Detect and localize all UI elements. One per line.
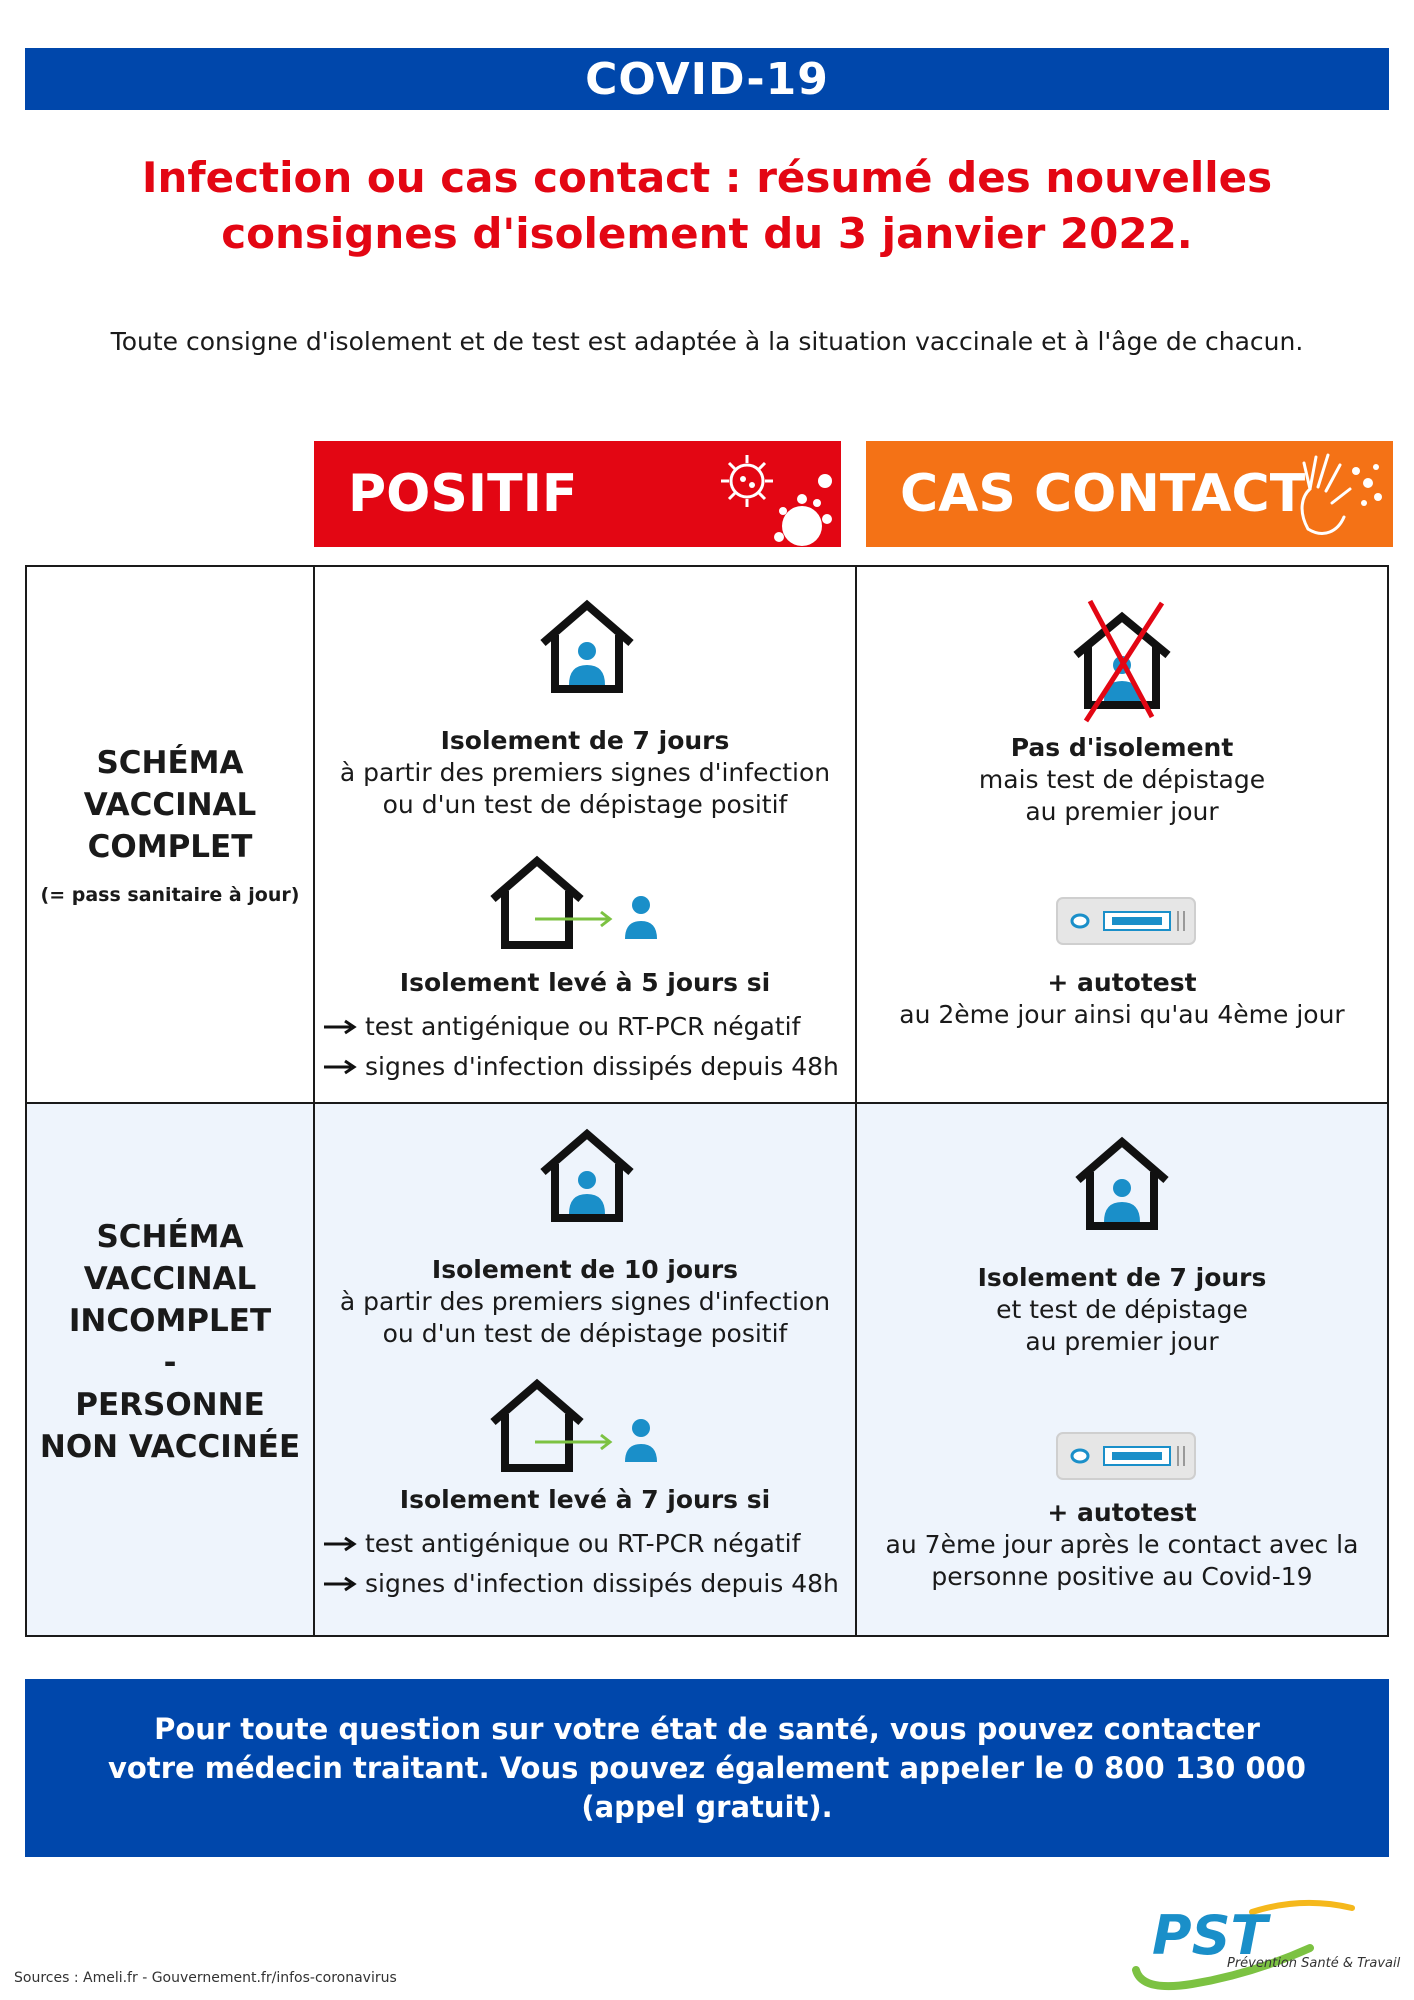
pst-logo-mark	[1132, 1892, 1372, 1992]
label-separator: -	[163, 1345, 177, 1381]
logo-wordmark: PST	[1152, 1904, 1268, 1967]
house-person-icon	[537, 1126, 637, 1226]
label-line: VACCINAL	[83, 1261, 257, 1297]
contact-info-line: Pour toute question sur votre état de santé, vous pouvez contacter	[154, 1711, 1260, 1746]
contact-line: mais test de dépistage	[978, 765, 1266, 794]
label-line: INCOMPLET	[68, 1303, 272, 1339]
positif-label: POSITIF	[348, 464, 578, 524]
autotest-line: au 2ème jour ainsi qu'au 4ème jour	[899, 1000, 1345, 1029]
label-line: PERSONNE	[75, 1387, 265, 1423]
bullet-item	[315, 1524, 855, 1564]
bullet-text: signes d'infection dissipés depuis 48h	[365, 1569, 839, 1598]
cell-incomplet-positif	[315, 1104, 857, 1635]
headline-line-2: consignes d'isolement du 3 janvier 2022.	[221, 209, 1193, 258]
isolation-line: à partir des premiers signes d'infection	[339, 1287, 831, 1316]
arrow-icon	[323, 1019, 357, 1035]
row-label-incomplet	[27, 1104, 315, 1635]
autotest-title: + autotest	[1047, 968, 1197, 997]
row-schema-complet	[27, 567, 1387, 1102]
leaving-house-icon	[487, 853, 677, 953]
isolation-line: ou d'un test de dépistage positif	[382, 1319, 788, 1348]
cell-incomplet-contact	[857, 1104, 1387, 1635]
label-line: COMPLET	[87, 829, 253, 865]
isolation-line: ou d'un test de dépistage positif	[382, 790, 788, 819]
consignes-table	[25, 565, 1389, 1637]
contact-title: Isolement de 7 jours	[977, 1263, 1267, 1292]
bullet-item	[315, 1047, 855, 1087]
bullet-text: test antigénique ou RT-PCR négatif	[365, 1012, 801, 1041]
autotest-title: + autotest	[1047, 1498, 1197, 1527]
house-person-icon	[1072, 1134, 1172, 1234]
arrow-icon	[323, 1059, 357, 1075]
label-line: SCHÉMA	[96, 1219, 244, 1255]
subtitle: Toute consigne d'isolement et de test est adaptée à la situation vaccinale et à l'âge de chacun.	[110, 327, 1304, 356]
isolation-title: Isolement de 7 jours	[440, 726, 730, 755]
page-title: COVID-19	[585, 53, 829, 105]
label-line: NON VACCINÉE	[39, 1429, 301, 1465]
test-kit-icon	[1056, 1432, 1196, 1480]
contact-info-bar	[25, 1679, 1389, 1857]
autotest-line: au 7ème jour après le contact avec la	[885, 1530, 1359, 1559]
positif-banner	[314, 441, 841, 547]
house-person-icon	[537, 597, 637, 697]
cell-complet-contact	[857, 567, 1387, 1102]
contact-title: Pas d'isolement	[1010, 733, 1234, 762]
arrow-icon	[323, 1576, 357, 1592]
isolation-title: Isolement de 10 jours	[431, 1255, 739, 1284]
headline-line-1: Infection ou cas contact : résumé des nouvelles	[141, 153, 1273, 202]
contact-info-line: votre médecin traitant. Vous pouvez également appeler le 0 800 130 000	[108, 1750, 1306, 1785]
contact-line: au premier jour	[1025, 1327, 1219, 1356]
autotest-line: personne positive au Covid-19	[931, 1562, 1313, 1591]
bullet-item	[315, 1007, 855, 1047]
isolation-line: à partir des premiers signes d'infection	[339, 758, 831, 787]
bullet-item	[315, 1564, 855, 1604]
contact-line: au premier jour	[1025, 797, 1219, 826]
cas-contact-banner	[866, 441, 1393, 547]
cas-contact-label: CAS CONTACT	[900, 464, 1306, 524]
virus-icon	[707, 441, 837, 547]
contact-line: et test de dépistage	[996, 1295, 1248, 1324]
bullet-text: signes d'infection dissipés depuis 48h	[365, 1052, 839, 1081]
contact-info-line: (appel gratuit).	[581, 1789, 833, 1824]
sources: Sources : Ameli.fr - Gouvernement.fr/infos-coronavirus	[14, 1970, 397, 1986]
house-crossed-icon	[1070, 595, 1174, 723]
cell-complet-positif	[315, 567, 857, 1102]
row-schema-incomplet	[27, 1102, 1387, 1635]
bullet-text: test antigénique ou RT-PCR négatif	[365, 1529, 801, 1558]
headline	[60, 150, 1354, 262]
label-note: (= pass sanitaire à jour)	[40, 884, 300, 906]
logo-tagline: Prévention Santé & Travail	[1227, 1956, 1401, 1971]
hand-icon	[1294, 441, 1389, 547]
lift-title: Isolement levé à 7 jours si	[399, 1485, 771, 1514]
row-label-complet	[27, 567, 315, 1102]
test-kit-icon	[1056, 897, 1196, 945]
label-line: VACCINAL	[83, 787, 257, 823]
leaving-house-icon	[487, 1376, 677, 1476]
pst-logo	[1132, 1892, 1401, 1992]
lift-title: Isolement levé à 5 jours si	[399, 968, 771, 997]
label-line: SCHÉMA	[96, 745, 244, 781]
arrow-icon	[323, 1536, 357, 1552]
title-bar	[25, 48, 1389, 110]
